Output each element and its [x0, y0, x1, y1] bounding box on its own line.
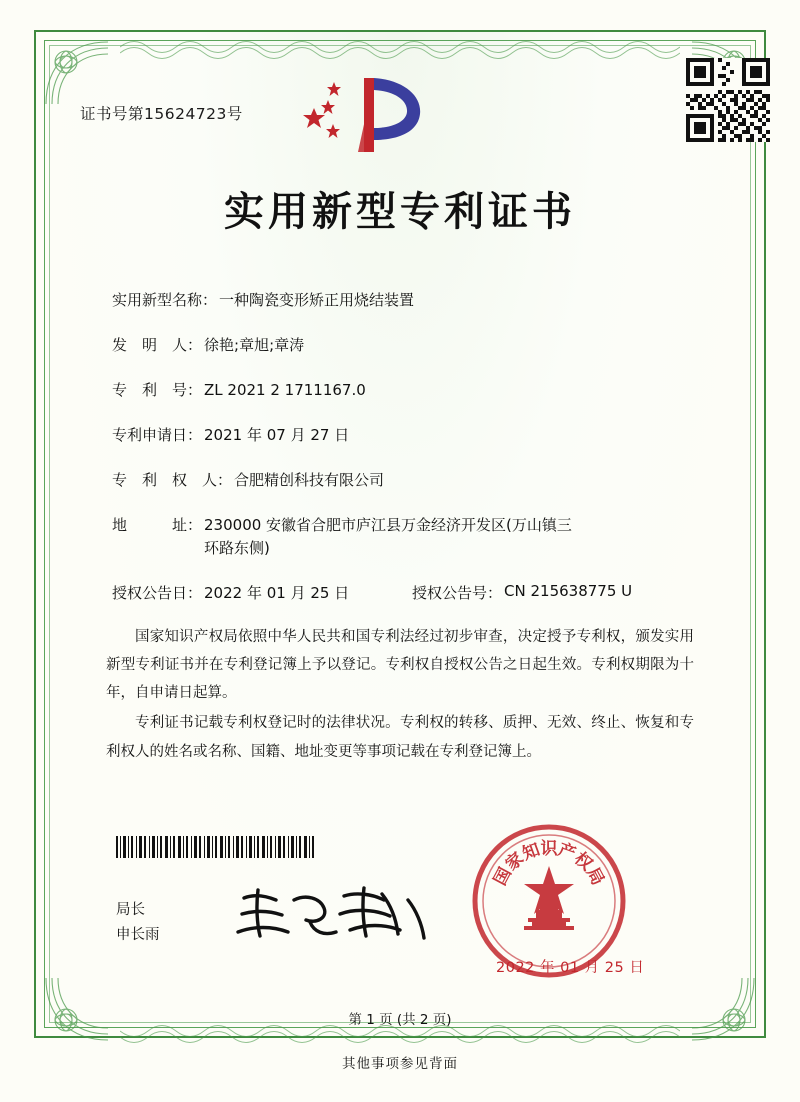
seal-date: 2022 年 01 月 25 日 — [496, 960, 645, 976]
handwritten-signature-icon — [232, 880, 442, 950]
announcement-date-group — [112, 582, 412, 603]
announcement-number-group — [412, 582, 710, 603]
field-row-application-date — [112, 424, 710, 447]
field-label: 实用新型名称： — [112, 291, 218, 309]
barcode-icon — [116, 836, 316, 858]
field-value: 徐艳;章旭;章涛 — [204, 336, 305, 354]
field-label: 发 明 人： — [112, 336, 203, 354]
field-row-name — [112, 289, 710, 312]
field-value: 一种陶瓷变形矫正用烧结装置 — [219, 291, 415, 309]
page-title: 实用新型专利证书 — [224, 189, 576, 235]
signature-name: 申长雨 — [116, 926, 160, 943]
field-row-patent-number — [112, 379, 710, 402]
field-value: 2021 年 07 月 27 日 — [204, 426, 350, 444]
certificate-content — [80, 80, 720, 768]
svg-text:国: 国 — [490, 864, 516, 889]
page-number: 第 1 页 (共 2 页) — [348, 1012, 452, 1028]
legal-paragraph-2: 专利证书记载专利权登记时的法律状况。专利权的转移、质押、无效、终止、恢复和专利权人的姓名或名称、国籍、地址变更等事项记载在专利登记簿上。 — [106, 715, 694, 760]
field-row-address — [112, 514, 710, 559]
field-value — [202, 514, 710, 559]
field-label: 专利申请日： — [112, 426, 203, 444]
svg-text:产: 产 — [555, 839, 579, 865]
field-label: 地 址： — [112, 516, 203, 534]
field-value: ZL 2021 2 1711167.0 — [204, 381, 366, 399]
svg-text:权: 权 — [570, 848, 597, 875]
svg-text:家: 家 — [501, 848, 528, 875]
field-row-announcement — [112, 582, 710, 603]
svg-text:知: 知 — [519, 839, 543, 865]
field-label: 授权公告号： — [412, 583, 503, 602]
field-row-patentee — [112, 469, 710, 492]
field-value: 合肥精创科技有限公司 — [234, 471, 385, 489]
svg-text:局: 局 — [582, 864, 608, 889]
address-line-2: 环路东侧) — [204, 538, 270, 557]
signature-block — [116, 898, 160, 948]
legal-text — [80, 623, 720, 766]
top-border-ornament-icon — [120, 34, 680, 60]
field-value: 2022 年 01 月 25 日 — [204, 583, 350, 602]
field-row-inventors — [112, 334, 710, 357]
field-label: 专 利 权 人： — [112, 471, 233, 489]
footer-note: 其他事项参见背面 — [342, 1056, 458, 1072]
field-label: 授权公告日： — [112, 583, 203, 602]
address-line-1: 230000 安徽省合肥市庐江县万金经济开发区(万山镇三 — [204, 516, 572, 534]
signature-role: 局长 — [116, 902, 145, 918]
certificate-number: 证书号第15624723号 — [80, 105, 243, 123]
legal-paragraph-1: 国家知识产权局依照中华人民共和国专利法经过初步审查，决定授予专利权，颁发实用新型专利证书并在专利登记簿上予以登记。专利权自授权公告之日起生效。专利权期限为十年，自申请日起算。 — [106, 628, 694, 702]
field-label: 专 利 号： — [112, 381, 203, 399]
svg-text:识: 识 — [540, 839, 558, 859]
field-list — [80, 289, 720, 603]
field-value: CN 215638775 U — [504, 581, 633, 600]
